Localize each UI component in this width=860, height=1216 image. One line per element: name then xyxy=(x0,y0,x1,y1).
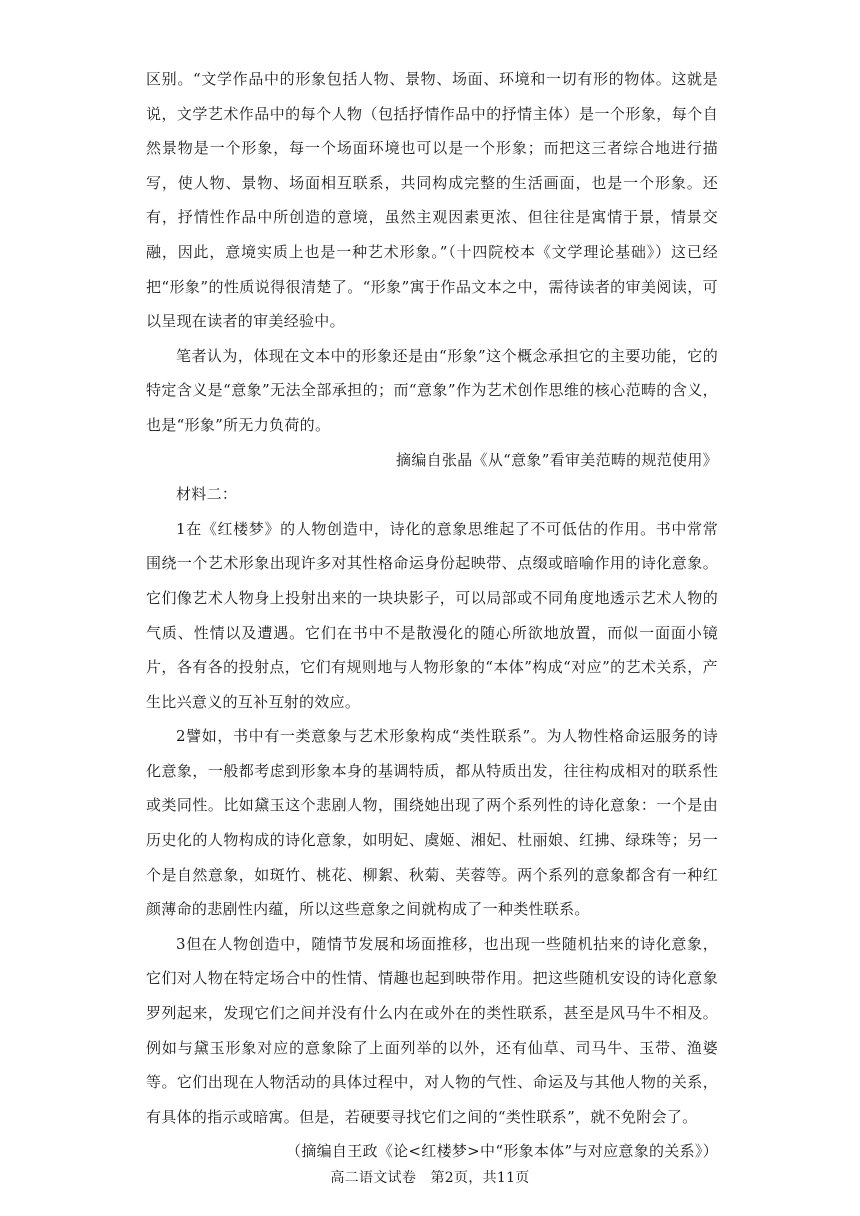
paragraph-author-view: 笔者认为，体现在文本中的形象还是由“形象”这个概念承担它的主要功能，它的特定含义是“意象”无法全部承担的；而“意象”作为艺术创作思维的核心范畴的含义，也是“形象”所无力负荷的。 xyxy=(146,346,718,434)
paragraph-3: 3但在人物创造中，随情节发展和场面推移，也出现一些随机拈来的诗化意象，它们对人物在特定场合中的性情、情趣也起到映带作用。把这些随机安设的诗化意象罗列起来，发现它们之间并没有什么内在或外在的类性联系，甚至是风马牛不相及。例如与黛玉形象对应的意象除了上面列举的以外，还有仙草、司马牛、玉带、渔婆等。它们出现在人物活动的具体过程中，对人物的气性、命运及与其他人物的关系，有具体的指示或暗寓。但是，若硬要寻找它们之间的“类性联系”，就不免附会了。 xyxy=(146,934,718,1126)
source-citation-wangzheng: （摘编自王政《论<红楼梦>中“形象本体”与对应意象的关系》） xyxy=(286,1142,718,1161)
article-body xyxy=(146,62,718,1169)
material-two-label: 材料二： xyxy=(176,485,238,504)
source-citation-zhangjing: 摘编自张晶《从“意象”看审美范畴的规范使用》 xyxy=(396,450,718,469)
page-footer: 高二语文试卷 第2页，共11页 xyxy=(330,1170,530,1186)
paragraph-2: 2譬如，书中有一类意象与艺术形象构成“类性联系”。为人物性格命运服务的诗化意象，一般都考虑到形象本身的基调特质，都从特质出发，往往构成相对的联系性或类同性。比如黛玉这个悲剧人物，围绕她出现了两个系列性的诗化意象：一个是由历史化的人物构成的诗化意象，如明妃、虞姬、湘妃、杜丽娘、红拂、绿珠等；另一个是自然意象，如斑竹、桃花、柳絮、秋菊、芙蓉等。两个系列的意象都含有一种红颜薄命的悲剧性内蕴，所以这些意象之间就构成了一种类性联系。 xyxy=(146,727,718,919)
paragraph-1: 1在《红楼梦》的人物创造中，诗化的意象思维起了不可低估的作用。书中常常围绕一个艺术形象出现许多对其性格命运身份起映带、点缀或暗喻作用的诗化意象。它们像艺术人物身上投射出来的一块块影子，可以局部或不同角度地透示艺术人物的气质、性情以及遭遇。它们在书中不是散漫化的随心所欲地放置，而似一面面小镜片，各有各的投射点，它们有规则地与人物形象的“本体”构成“对应”的艺术关系，产生比兴意义的互补互射的效应。 xyxy=(146,519,718,711)
paragraph-continuation: 区别。“文学作品中的形象包括人物、景物、场面、环境和一切有形的物体。这就是说，文学艺术作品中的每个人物（包括抒情作品中的抒情主体）是一个形象，每个自然景物是一个形象，每一个场面环境也可以是一个形象；而把这三者综合地进行描写，使人物、景物、场面相互联系，共同构成完整的生活画面，也是一个形象。还有，抒情性作品中所创造的意境，虽然主观因素更浓、但往往是寓情于景，情景交融，因此，意境实质上也是一种艺术形象。”（十四院校本《文学理论基础》）这已经把“形象”的性质说得很清楚了。“形象”寓于作品文本之中，需待读者的审美阅读，可以呈现在读者的审美经验中。 xyxy=(146,70,718,331)
